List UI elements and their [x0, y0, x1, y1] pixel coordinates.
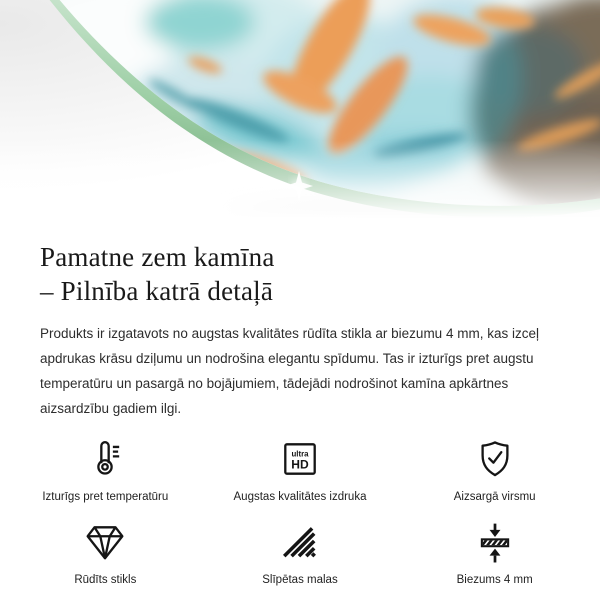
title-line-2: – Pilnība katrā detaļā — [40, 276, 274, 306]
beveled-edges-icon — [279, 519, 321, 563]
feature-label: Biezums 4 mm — [456, 574, 533, 586]
thermometer-icon — [84, 436, 126, 480]
page-title — [40, 240, 560, 308]
product-info-section — [0, 238, 600, 421]
feature-item-thickness — [397, 519, 592, 588]
feature-item-protects-surface — [397, 436, 592, 505]
feature-label: Augstas kvalitātes izdruka — [233, 491, 367, 503]
diamond-icon — [84, 519, 126, 563]
ultra-hd-icon — [279, 436, 321, 480]
thickness-icon — [474, 519, 516, 563]
feature-item-tempered-glass — [8, 519, 203, 588]
glass-panel-illustration — [0, 0, 600, 238]
feature-item-temperature — [8, 436, 203, 505]
svg-text:HD: HD — [291, 457, 309, 472]
svg-text:ultra: ultra — [291, 449, 309, 459]
feature-label: Aizsargā virsmu — [453, 491, 536, 503]
shield-check-icon — [474, 436, 516, 480]
hero-product-image — [0, 0, 600, 238]
feature-label: Rūdīts stikls — [74, 574, 137, 586]
product-description: Produkts ir izgatavots no augstas kvalitātes rūdīta stikla ar biezumu 4 mm, kas izceļ apdrukas krāsu dziļumu un nodrošina elegantu spīdumu. Tas ir izturīgs pret augstu temperatūru un pasargā no bojājumiem, tādejādi nodrošinot kamīna apkārtnes aizsardzību gadiem ilgi. — [40, 326, 539, 416]
feature-item-print-quality — [203, 436, 398, 505]
feature-label: Slīpētas malas — [262, 574, 338, 586]
title-line-1: Pamatne zem kamīna — [40, 242, 275, 272]
feature-label: Izturīgs pret temperatūru — [42, 491, 169, 503]
features-grid — [0, 436, 600, 588]
feature-item-beveled-edges — [203, 519, 398, 588]
